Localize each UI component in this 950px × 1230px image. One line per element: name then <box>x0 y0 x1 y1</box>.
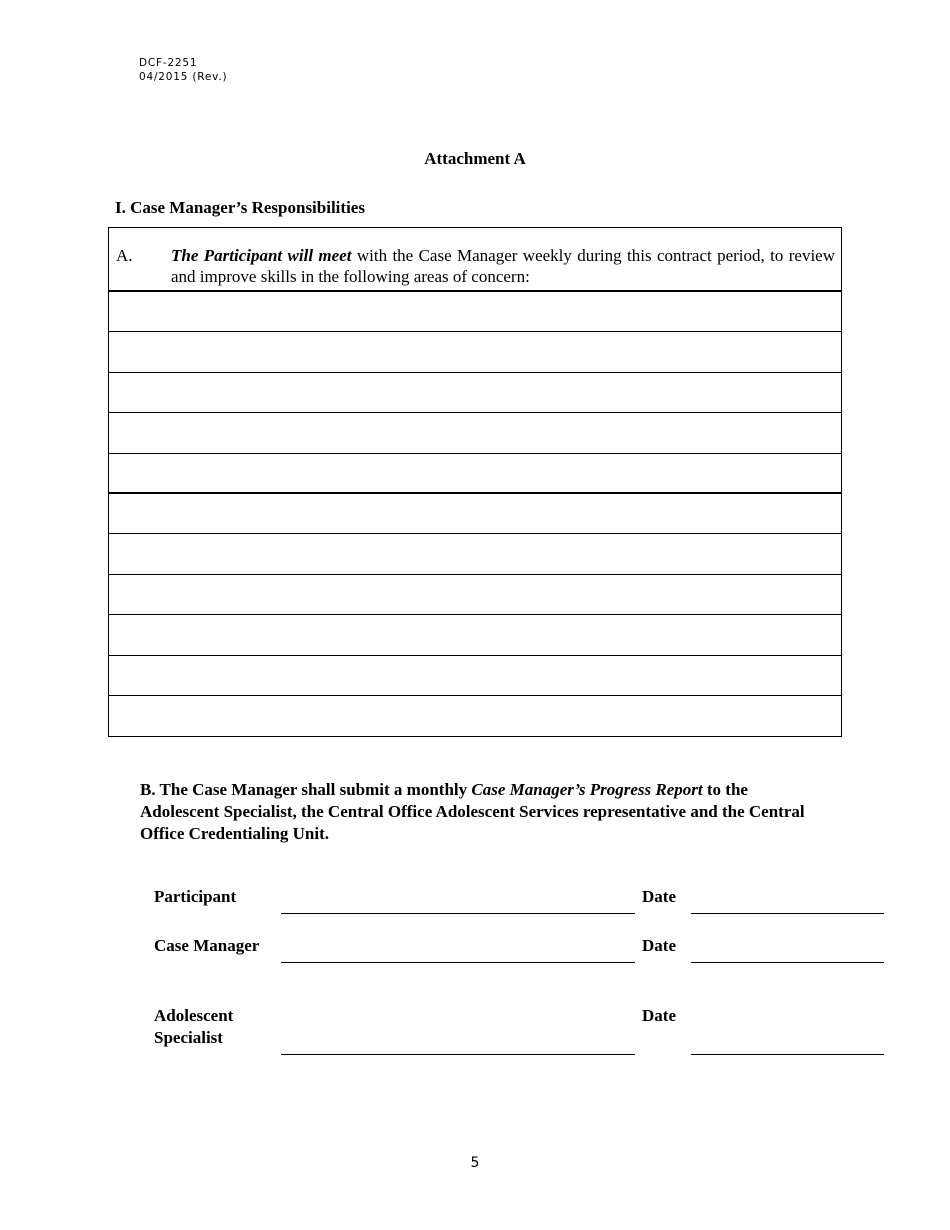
concern-entry-row[interactable] <box>109 413 841 453</box>
concern-entry-row[interactable] <box>109 615 841 655</box>
page-title: Attachment A <box>424 149 526 168</box>
concern-entry-row[interactable] <box>109 494 841 534</box>
item-b-lead: B. The Case Manager shall submit a monthly <box>140 780 472 799</box>
participant-label: Participant <box>154 887 237 906</box>
concern-entry-row[interactable] <box>109 292 841 332</box>
item-a-row <box>109 228 841 292</box>
form-number: DCF-2251 <box>139 57 198 69</box>
item-b-tail: to the Adolescent Specialist, the Central Office Adolescent Services representative and the Central Office Credentialing Unit. <box>140 780 805 843</box>
case-manager-label: Case Manager <box>154 936 260 955</box>
concern-entry-row[interactable] <box>109 656 841 696</box>
case-manager-date-label: Date <box>642 936 676 955</box>
participant-date-label: Date <box>642 887 676 906</box>
revision-date: 04/2015 (Rev.) <box>139 71 228 83</box>
concern-entry-row[interactable] <box>109 534 841 574</box>
specialist-label <box>154 1005 233 1049</box>
specialist-date-line[interactable] <box>691 1054 884 1055</box>
form-identifier <box>139 56 227 84</box>
specialist-date-label: Date <box>642 1006 676 1025</box>
page-number: 5 <box>470 1155 480 1171</box>
concern-entry-row[interactable] <box>109 575 841 615</box>
item-b-paragraph <box>140 779 830 845</box>
concern-entry-row[interactable] <box>109 454 841 494</box>
item-a-text <box>171 245 835 287</box>
participant-signature-line[interactable] <box>281 913 635 914</box>
specialist-label-line2: Specialist <box>154 1028 223 1047</box>
participant-date-line[interactable] <box>691 913 884 914</box>
concern-entry-row[interactable] <box>109 373 841 413</box>
concern-entry-row[interactable] <box>109 696 841 736</box>
item-a-emphasis: The Participant will meet <box>171 246 352 265</box>
case-manager-date-line[interactable] <box>691 962 884 963</box>
item-a-body: with the Case Manager weekly during this contract period, to review and improve skills in the following areas of concern: <box>171 246 836 286</box>
concern-entry-row[interactable] <box>109 332 841 372</box>
areas-of-concern-table <box>108 227 842 737</box>
item-b-report-name: Case Manager’s Progress Report <box>471 780 703 799</box>
specialist-label-line1: Adolescent <box>154 1006 234 1025</box>
case-manager-signature-line[interactable] <box>281 962 635 963</box>
item-a-letter: A. <box>116 246 133 265</box>
specialist-signature-line[interactable] <box>281 1054 635 1055</box>
section-heading: I. Case Manager’s Responsibilities <box>115 198 365 217</box>
